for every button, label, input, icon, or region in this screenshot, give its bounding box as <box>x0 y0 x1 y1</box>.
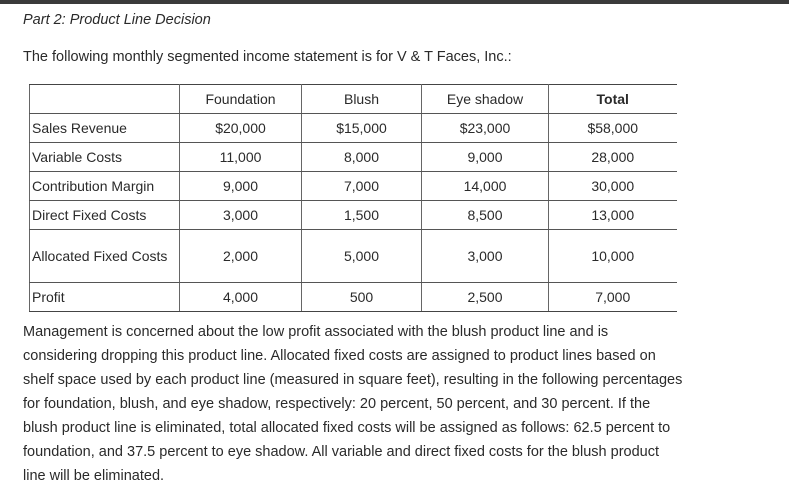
intro-text: The following monthly segmented income statement is for V & T Faces, Inc.: <box>23 49 512 65</box>
cell-blush: 1,500 <box>302 201 422 230</box>
cell-eye-shadow: $23,000 <box>422 114 549 143</box>
row-label: Contribution Margin <box>30 172 180 201</box>
top-border-bar <box>0 0 789 4</box>
table-row <box>30 114 677 143</box>
cell-total: $58,000 <box>549 114 677 143</box>
segmented-income-table <box>29 84 677 312</box>
table-header-row <box>30 85 677 114</box>
cell-foundation: 3,000 <box>180 201 302 230</box>
header-blush: Blush <box>302 85 422 114</box>
cell-eye-shadow: 9,000 <box>422 143 549 172</box>
cell-total: 30,000 <box>549 172 677 201</box>
cell-total: 10,000 <box>549 230 677 283</box>
row-label: Sales Revenue <box>30 114 180 143</box>
cell-foundation: 2,000 <box>180 230 302 283</box>
cell-blush: 7,000 <box>302 172 422 201</box>
cell-eye-shadow: 2,500 <box>422 283 549 312</box>
cell-foundation: 4,000 <box>180 283 302 312</box>
table-row <box>30 143 677 172</box>
table-row <box>30 201 677 230</box>
cell-eye-shadow: 8,500 <box>422 201 549 230</box>
table-row <box>30 283 677 312</box>
cell-eye-shadow: 14,000 <box>422 172 549 201</box>
row-label: Profit <box>30 283 180 312</box>
header-eye-shadow: Eye shadow <box>422 85 549 114</box>
header-cell-label <box>30 85 180 114</box>
cell-blush: $15,000 <box>302 114 422 143</box>
header-foundation: Foundation <box>180 85 302 114</box>
cell-blush: 8,000 <box>302 143 422 172</box>
cell-total: 13,000 <box>549 201 677 230</box>
part-title: Part 2: Product Line Decision <box>23 12 211 28</box>
cell-eye-shadow: 3,000 <box>422 230 549 283</box>
table-row <box>30 172 677 201</box>
header-total: Total <box>549 85 677 114</box>
cell-foundation: $20,000 <box>180 114 302 143</box>
row-label: Direct Fixed Costs <box>30 201 180 230</box>
cell-foundation: 9,000 <box>180 172 302 201</box>
cell-blush: 5,000 <box>302 230 422 283</box>
cell-blush: 500 <box>302 283 422 312</box>
cell-total: 28,000 <box>549 143 677 172</box>
row-label: Variable Costs <box>30 143 180 172</box>
cell-total: 7,000 <box>549 283 677 312</box>
cell-foundation: 11,000 <box>180 143 302 172</box>
row-label: Allocated Fixed Costs <box>30 230 180 283</box>
management-paragraph: Management is concerned about the low profit associated with the blush product line and is considering dropping this product line. Allocated fixed costs are assigned to product lines based on shelf space used by each product line (measured in square feet), resulting in the following percentages for foundation, blush, and eye shadow, respectively: 20 percent, 50 percent, and 30 percent. If the blush product line is eliminated, total allocated fixed costs will be assigned as follows: 62.5 percent to foundation, and 37.5 percent to eye shadow. All variable and direct fixed costs for the blush product line will be eliminated. <box>23 324 683 484</box>
table-row <box>30 230 677 283</box>
